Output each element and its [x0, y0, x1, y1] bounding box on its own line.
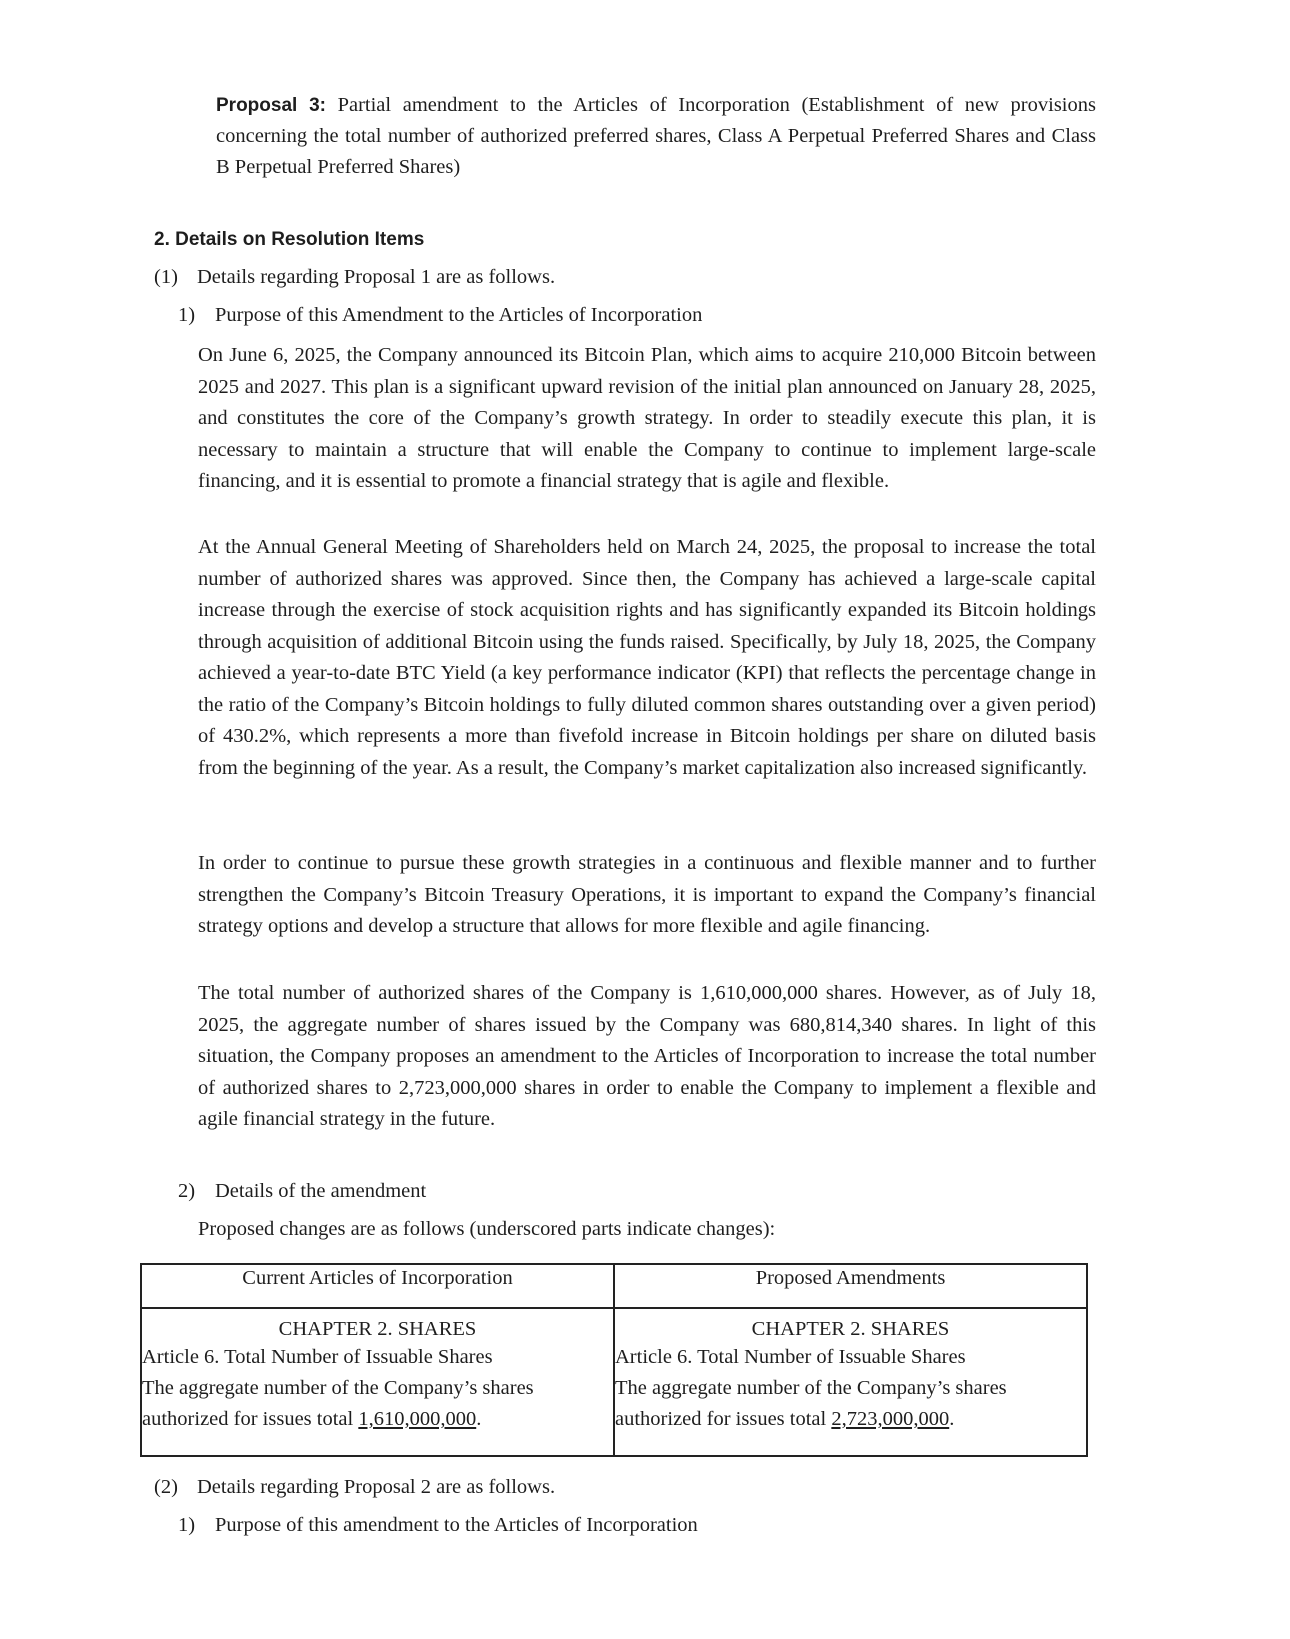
item-2-sub-1-title: Purpose of this amendment to the Articles of Incorporation [215, 1514, 698, 1536]
item-2-number: (2) [154, 1476, 178, 1498]
item-1-sub-1-number: 1) [178, 304, 196, 326]
proposed-suffix: . [949, 1408, 955, 1430]
current-line-2-prefix: authorized for issues total [142, 1408, 359, 1430]
section-heading: 2. Details on Resolution Items [154, 229, 425, 250]
item-2-title: Details regarding Proposal 2 are as follows. [197, 1476, 556, 1498]
item-1-heading [154, 266, 555, 289]
proposed-share-count: 2,723,000,000 [831, 1408, 950, 1430]
item-2-heading [154, 1476, 555, 1499]
amendment-intro: Proposed changes are as follows (underscored parts indicate changes): [198, 1218, 776, 1240]
proposed-line-1: The aggregate number of the Company’s shares [615, 1377, 1007, 1399]
proposed-line-2-prefix: authorized for issues total [615, 1408, 832, 1430]
paragraph-agm: At the Annual General Meeting of Shareholders held on March 24, 2025, the proposal to increase the total number of authorized shares was approved. Since then, the Company has achieved a large-scale capital increase through the exercise of stock acquisition rights and has significantly expanded its Bitcoin holdings through acquisition of additional Bitcoin using the funds raised. Specifically, by July 18, 2025, the Company achieved a year-to-date BTC Yield (a key performance indicator (KPI) that reflects the percentage change in the ratio of the Company’s Bitcoin holdings to fully diluted common shares outstanding over a given period) of 430.2%, which represents a more than fivefold increase in Bitcoin holdings per share on diluted basis from the beginning of the year. As a result, the Company’s market capitalization also increased significantly. [198, 536, 1096, 779]
header-current: Current Articles of Incorporation [141, 1264, 614, 1308]
item-2-sub-1-heading [178, 1514, 698, 1537]
paragraph-authorized-shares: The total number of authorized shares of the Company is 1,610,000,000 shares. However, as of July 18, 2025, the aggregate number of shares issued by the Company was 680,814,340 shares. In light of this situation, the Company proposes an amendment to the Articles of Incorporation to increase the total number of authorized shares to 2,723,000,000 shares in order to enable the Company to implement a flexible and agile financial strategy in the future. [198, 982, 1096, 1130]
proposal-3-description: Partial amendment to the Articles of Incorporation (Establishment of new provisions concerning the total number of authorized preferred shares, Class A Perpetual Preferred Shares and Class B Perpetual Preferred Shares) [216, 94, 1096, 178]
item-1-sub-2-title: Details of the amendment [215, 1180, 427, 1202]
current-cell [141, 1308, 614, 1456]
proposed-chapter: CHAPTER 2. SHARES [751, 1318, 950, 1340]
item-1-sub-2-heading [178, 1180, 426, 1203]
proposal-3-text [216, 90, 1096, 183]
current-line-2 [142, 1404, 613, 1435]
paragraph-growth-strategy: In order to continue to pursue these growth strategies in a continuous and flexible manner and to further strengthen the Company’s Bitcoin Treasury Operations, it is important to expand the Company’s financial strategy options and develop a structure that allows for more flexible and agile financing. [198, 852, 1096, 937]
current-chapter: CHAPTER 2. SHARES [278, 1318, 477, 1340]
proposal-3-label: Proposal 3: [216, 95, 326, 116]
item-2-sub-1-number: 1) [178, 1514, 196, 1536]
proposed-article: Article 6. Total Number of Issuable Shares [615, 1346, 966, 1368]
current-share-count: 1,610,000,000 [358, 1408, 477, 1430]
amendment-table [140, 1263, 1088, 1457]
proposed-line-2 [615, 1404, 1086, 1435]
item-1-number: (1) [154, 266, 178, 288]
current-line-1: The aggregate number of the Company’s shares [142, 1377, 534, 1399]
current-suffix: . [476, 1408, 482, 1430]
table-row [141, 1308, 1087, 1456]
table-header-row [141, 1264, 1087, 1308]
item-1-sub-1-title: Purpose of this Amendment to the Articles of Incorporation [215, 304, 703, 326]
proposed-cell [614, 1308, 1087, 1456]
current-article: Article 6. Total Number of Issuable Shares [142, 1346, 493, 1368]
paragraph-bitcoin-plan: On June 6, 2025, the Company announced its Bitcoin Plan, which aims to acquire 210,000 Bitcoin between 2025 and 2027. This plan is a significant upward revision of the initial plan announced on January 28, 2025, and constitutes the core of the Company’s growth strategy. In order to steadily execute this plan, it is necessary to maintain a structure that will enable the Company to continue to implement large-scale financing, and it is essential to promote a financial strategy that is agile and flexible. [198, 344, 1096, 492]
item-1-sub-1-heading [178, 304, 702, 327]
header-proposed: Proposed Amendments [614, 1264, 1087, 1308]
item-1-sub-2-number: 2) [178, 1180, 196, 1202]
item-1-title: Details regarding Proposal 1 are as follows. [197, 266, 556, 288]
